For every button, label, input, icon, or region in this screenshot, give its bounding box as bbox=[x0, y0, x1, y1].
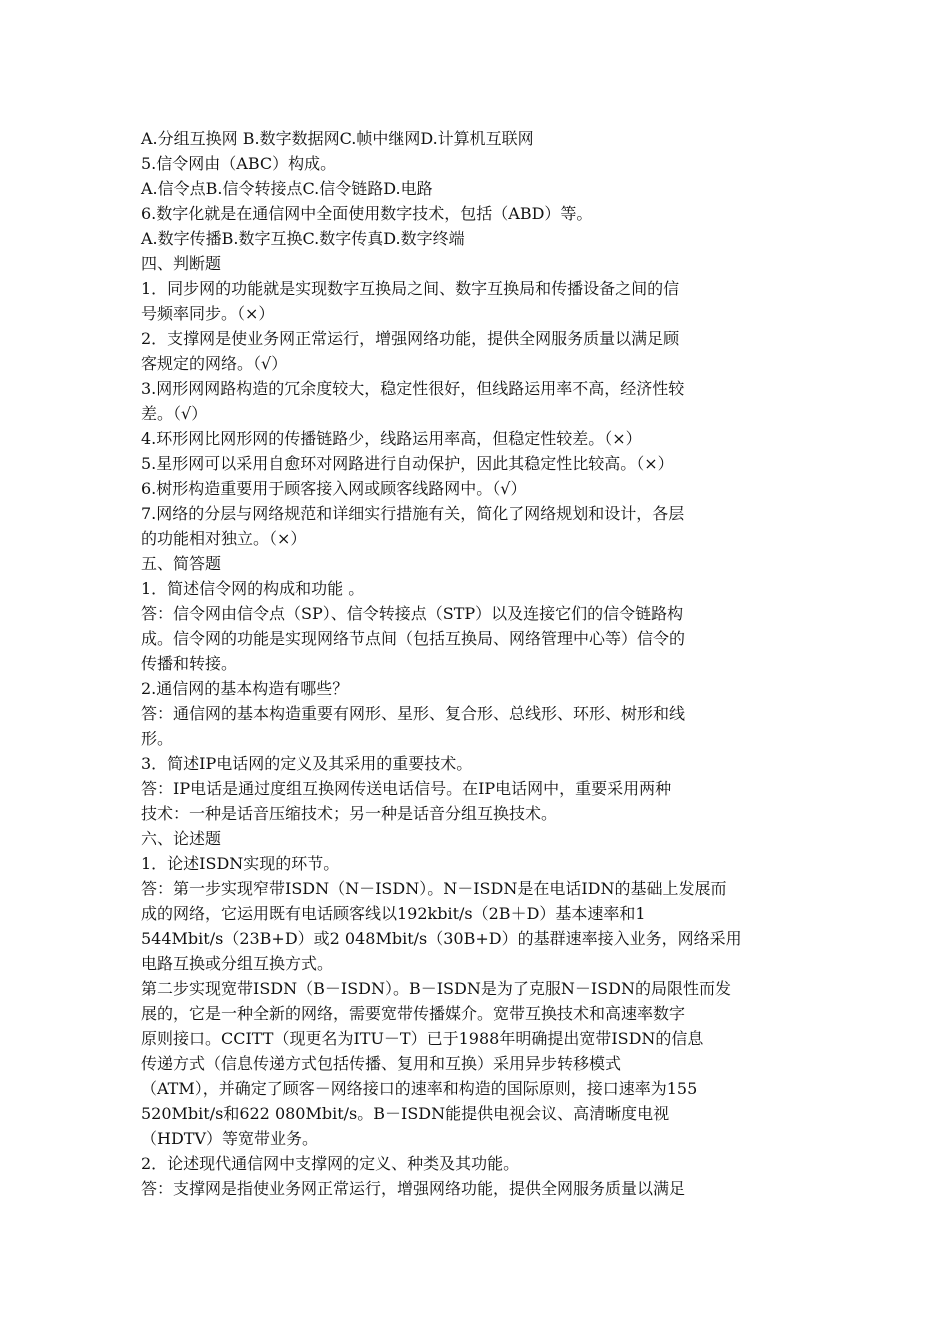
text-line: 五、简答题 bbox=[141, 554, 222, 573]
text-line: 2.通信网的基本构造有哪些？ bbox=[141, 679, 349, 698]
text-line: 电路互换或分组互换方式。 bbox=[141, 954, 334, 973]
text-line: 6.树形构造重要用于顾客接入网或顾客线路网中。（√） bbox=[141, 479, 527, 498]
text-line: 2．论述现代通信网中支撑网的定义、种类及其功能。 bbox=[141, 1154, 520, 1173]
text-line: 1．论述ISDN实现的环节。 bbox=[141, 854, 340, 873]
text-line: 6.数字化就是在通信网中全面使用数字技术，包括（ABD）等。 bbox=[141, 204, 593, 223]
text-line: 传递方式（信息传递方式包括传播、复用和互换）采用异步转移模式 bbox=[141, 1054, 622, 1073]
text-line: 5.星形网可以采用自愈环对网路进行自动保护，因此其稳定性比较高。（×） bbox=[141, 454, 674, 473]
text-line: 技术：一种是话音压缩技术；另一种是话音分组互换技术。 bbox=[141, 804, 558, 823]
text-line: 号频率同步。（×） bbox=[141, 304, 275, 323]
text-line: 的功能相对独立。（×） bbox=[141, 529, 307, 548]
text-line: 答：信令网由信令点（SP）、信令转接点（STP）以及连接它们的信令链路构 bbox=[141, 604, 684, 623]
text-line: A.信令点B.信令转接点C.信令链路D.电路 bbox=[141, 179, 433, 198]
text-line: （HDTV）等宽带业务。 bbox=[141, 1129, 319, 1148]
text-line: 答：IP电话是通过度组互换网传送电话信号。在IP电话网中，重要采用两种 bbox=[141, 779, 672, 798]
text-line: 第二步实现宽带ISDN（B－ISDN）。B－ISDN是为了克服N－ISDN的局限性而发 bbox=[141, 979, 731, 998]
text-line: 客规定的网络。（√） bbox=[141, 354, 288, 373]
text-line: 差。（√） bbox=[141, 404, 208, 423]
document-body bbox=[141, 126, 811, 1201]
text-line: 7.网络的分层与网络规范和详细实行措施有关，简化了网络规划和设计，各层 bbox=[141, 504, 685, 523]
text-line: A.数字传播B.数字互换C.数字传真D.数字终端 bbox=[141, 229, 465, 248]
text-line: 520Mbit/s和622 080Mbit/s。B－ISDN能提供电视会议、高清晰度电视 bbox=[141, 1104, 670, 1123]
text-line: 答：支撑网是指使业务网正常运行，增强网络功能，提供全网服务质量以满足 bbox=[141, 1179, 686, 1198]
text-line: 2．支撑网是使业务网正常运行，增强网络功能，提供全网服务质量以满足顾 bbox=[141, 329, 680, 348]
text-line: 成。信令网的功能是实现网络节点间（包括互换局、网络管理中心等）信令的 bbox=[141, 629, 686, 648]
text-line: 544Mbit/s（23B+D）或2 048Mbit/s（30B+D）的基群速率接入业务，网络采用 bbox=[141, 929, 742, 948]
text-line: A.分组互换网 B.数字数据网C.帧中继网D.计算机互联网 bbox=[141, 129, 534, 148]
text-line: （ATM），并确定了顾客－网络接口的速率和构造的国际原则，接口速率为155 bbox=[141, 1079, 698, 1098]
text-line: 3.网形网网路构造的冗余度较大，稳定性很好，但线路运用率不高，经济性较 bbox=[141, 379, 685, 398]
text-line: 1．简述信令网的构成和功能 。 bbox=[141, 579, 365, 598]
text-line: 成的网络，它运用既有电话顾客线以192kbit/s（2B＋D）基本速率和1 bbox=[141, 904, 646, 923]
text-line: 答：第一步实现窄带ISDN（N－ISDN）。N－ISDN是在电话IDN的基础上发展而 bbox=[141, 879, 727, 898]
text-line: 答：通信网的基本构造重要有网形、星形、复合形、总线形、环形、树形和线 bbox=[141, 704, 686, 723]
text-line: 4.环形网比网形网的传播链路少，线路运用率高，但稳定性较差。（×） bbox=[141, 429, 642, 448]
text-line: 1．同步网的功能就是实现数字互换局之间、数字互换局和传播设备之间的信 bbox=[141, 279, 680, 298]
text-line: 形。 bbox=[141, 729, 174, 748]
text-line: 3．简述IP电话网的定义及其采用的重要技术。 bbox=[141, 754, 473, 773]
text-line: 原则接口。CCITT（现更名为ITU－T）已于1988年明确提出宽带ISDN的信息 bbox=[141, 1029, 704, 1048]
text-line: 四、判断题 bbox=[141, 254, 222, 273]
text-line: 传播和转接。 bbox=[141, 654, 238, 673]
text-line: 六、论述题 bbox=[141, 829, 222, 848]
text-line: 5.信令网由（ABC）构成。 bbox=[141, 154, 337, 173]
text-line: 展的，它是一种全新的网络，需要宽带传播媒介。宽带互换技术和高速率数字 bbox=[141, 1004, 686, 1023]
